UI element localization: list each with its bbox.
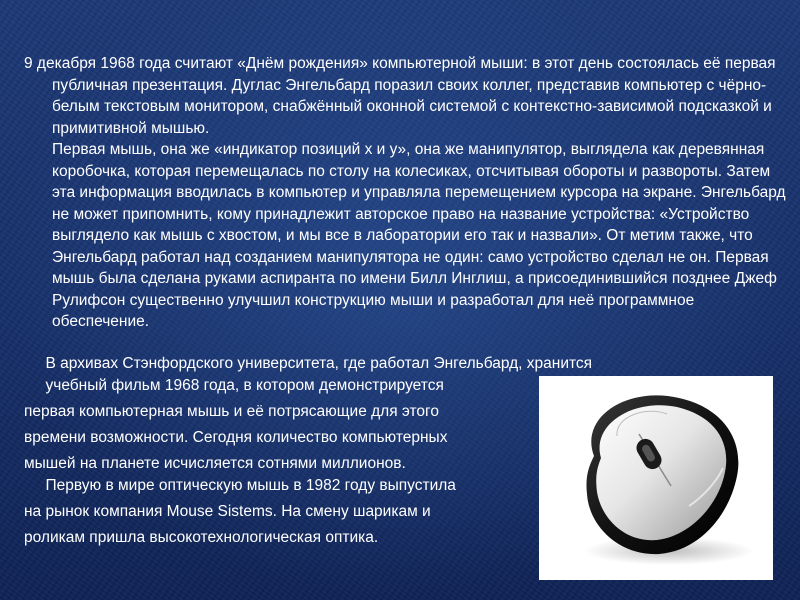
computer-mouse-icon [539, 376, 773, 580]
paragraph-stanford-line-2: учебный фильм 1968 года, в котором демонстрируется [24, 377, 444, 394]
paragraph-birthday: 9 декабря 1968 года считают «Днём рождения» компьютерной мыши: в этот день состоялась её первая публичная презентация. Дуглас Энгельбард поразил своих коллег, представив компьютер с чёрно-белым текстовым монитором, снабжённый оконной системой с контекстно-зависимой подсказкой и примитивной мышью. [24, 55, 776, 137]
paragraph-first-mouse: Первая мышь, она же «индикатор позиций х и у», она же манипулятор, выглядела как деревянная коробочка, которая перемещалась по столу на колесиках, отсчитывая обороты и развороты. Затем эта информация вводилась в компьютер и управляла перемещением курсора на экране. Энгельбард не может припомнить, кому принадлежит авторское право на название устройства: «Устройство выглядело как мышь с хвостом, и мы все в лаборатории его так и назвали». От метим также, что Энгельбард работал над созданием манипулятора не один: само устройство сделал не он. Первая мышь была сделана руками аспиранта по имени Билл Инглиш, а присоединившийся позднее Джеф Рулифсон существенно улучшил конструкцию мыши и разработал для неё программное обеспечение. [52, 141, 786, 330]
paragraph-optical-line-2: на рынок компания Mouse Sistems. На смену шарикам и [24, 503, 431, 520]
paragraph-stanford-line-4: времени возможности. Сегодня количество компьютерных [24, 429, 448, 446]
paragraph-stanford-line-1: В архивах Стэнфордского университета, где работал Энгельбард, хранится [24, 355, 593, 372]
paragraph-stanford-line-3: первая компьютерная мышь и её потрясающие для этого [24, 403, 439, 420]
paragraph-optical-line-1: Первую в мире оптическую мышь в 1982 году выпустила [24, 477, 456, 494]
paragraph-stanford-line-5: мышей на планете исчисляется сотнями миллионов. [24, 455, 406, 472]
mouse-photo [539, 376, 773, 580]
paragraph-optical-line-3: роликам пришла высокотехнологическая оптика. [24, 529, 379, 546]
